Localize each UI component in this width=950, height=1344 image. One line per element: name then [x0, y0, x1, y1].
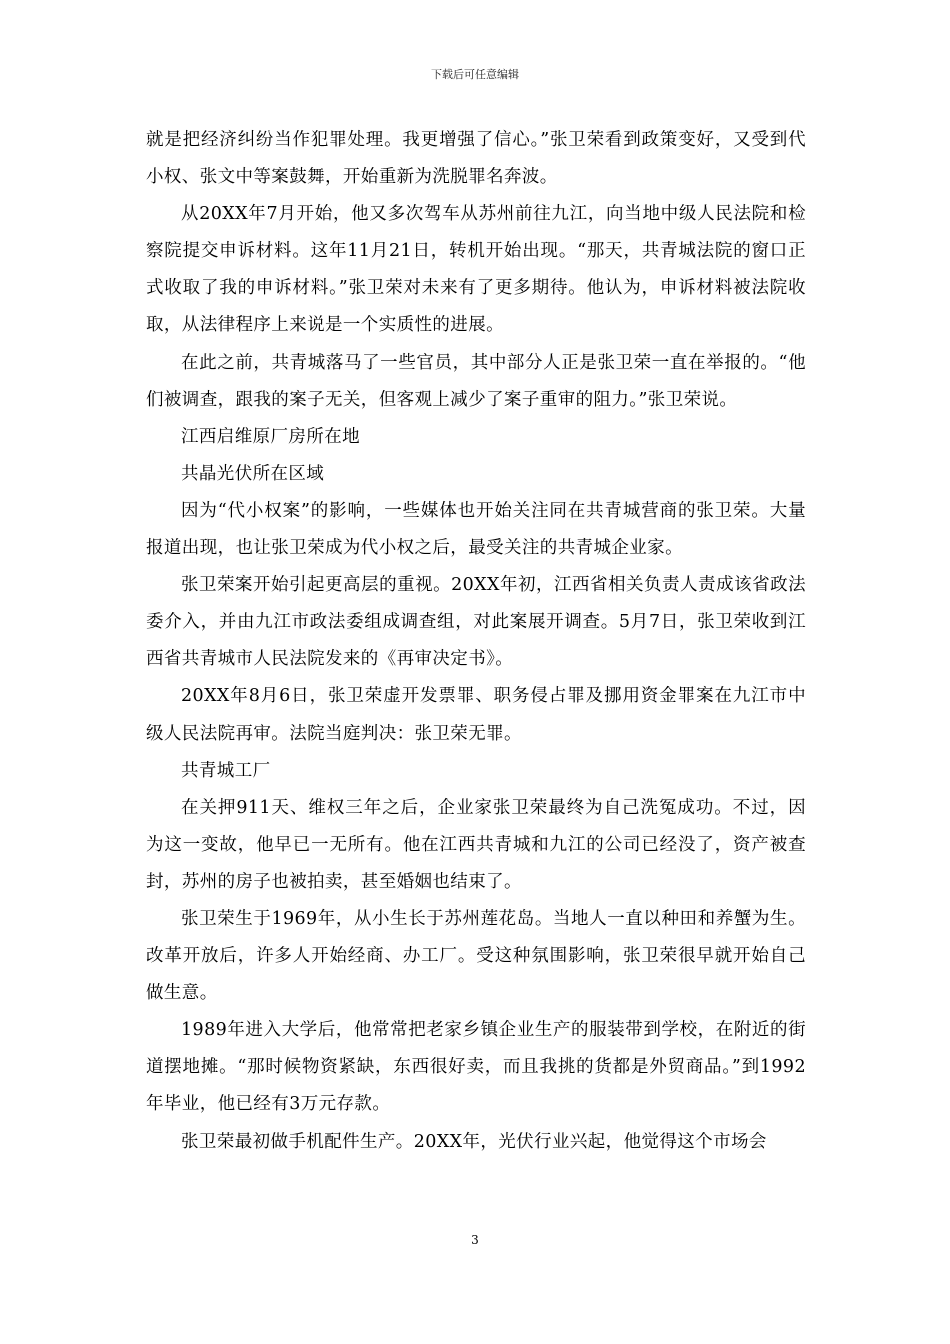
paragraph-continuation: 就是把经济纠纷当作犯罪处理。我更增强了信心。”张卫荣看到政策变好，又受到代小权、张文中等案鼓舞，开始重新为洗脱罪名奔波。 — [146, 130, 806, 188]
document-body — [146, 122, 806, 1161]
page-header: 下载后可任意编辑 — [431, 68, 519, 81]
paragraph: 1989年进入大学后，他常常把老家乡镇企业生产的服装带到学校，在附近的街道摆地摊。“那时候物资紧缺，东西很好卖，而且我挑的货都是外贸商品。”到1992年毕业，他已经有3万元存款。 — [146, 1020, 806, 1115]
paragraph: 张卫荣生于1969年，从小生长于苏州莲花岛。当地人一直以种田和养蟹为生。改革开放后，许多人开始经商、办工厂。受这种氛围影响，张卫荣很早就开始自己做生意。 — [146, 908, 806, 1004]
image-caption: 共晶光伏所在区域 — [181, 463, 325, 484]
paragraph: 20XX年8月6日，张卫荣虚开发票罪、职务侵占罪及挪用资金罪案在九江市中级人民法院再审。法院当庭判决：张卫荣无罪。 — [146, 686, 806, 744]
image-caption: 共青城工厂 — [181, 760, 271, 781]
paragraph: 因为“代小权案”的影响，一些媒体也开始关注同在共青城营商的张卫荣。大量报道出现，也让张卫荣成为代小权之后，最受关注的共青城企业家。 — [146, 500, 806, 559]
paragraph: 从20XX年7月开始，他又多次驾车从苏州前往九江，向当地中级人民法院和检察院提交申诉材料。这年11月21日，转机开始出现。“那天，共青城法院的窗口正式收取了我的申诉材料。”张卫荣对未来有了更多期待。他认为，申诉材料被法院收取，从法律程序上来说是一个实质性的进展。 — [146, 204, 806, 336]
image-caption: 江西启维原厂房所在地 — [181, 426, 360, 447]
paragraph: 张卫荣最初做手机配件生产。20XX年，光伏行业兴起，他觉得这个市场会 — [181, 1131, 767, 1152]
paragraph: 在此之前，共青城落马了一些官员，其中部分人正是张卫荣一直在举报的。“他们被调查，跟我的案子无关，但客观上减少了案子重审的阻力。”张卫荣说。 — [146, 352, 806, 410]
page-number: 3 — [471, 1233, 479, 1247]
paragraph: 在关押911天、维权三年之后，企业家张卫荣最终为自己洗冤成功。不过，因为这一变故，他早已一无所有。他在江西共青城和九江的公司已经没了，资产被查封，苏州的房子也被拍卖，甚至婚姻也结束了。 — [146, 797, 806, 892]
paragraph: 张卫荣案开始引起更高层的重视。20XX年初，江西省相关负责人责成该省政法委介入，并由九江市政法委组成调查组，对此案展开调查。5月7日，张卫荣收到江西省共青城市人民法院发来的《再审决定书》。 — [146, 575, 806, 670]
